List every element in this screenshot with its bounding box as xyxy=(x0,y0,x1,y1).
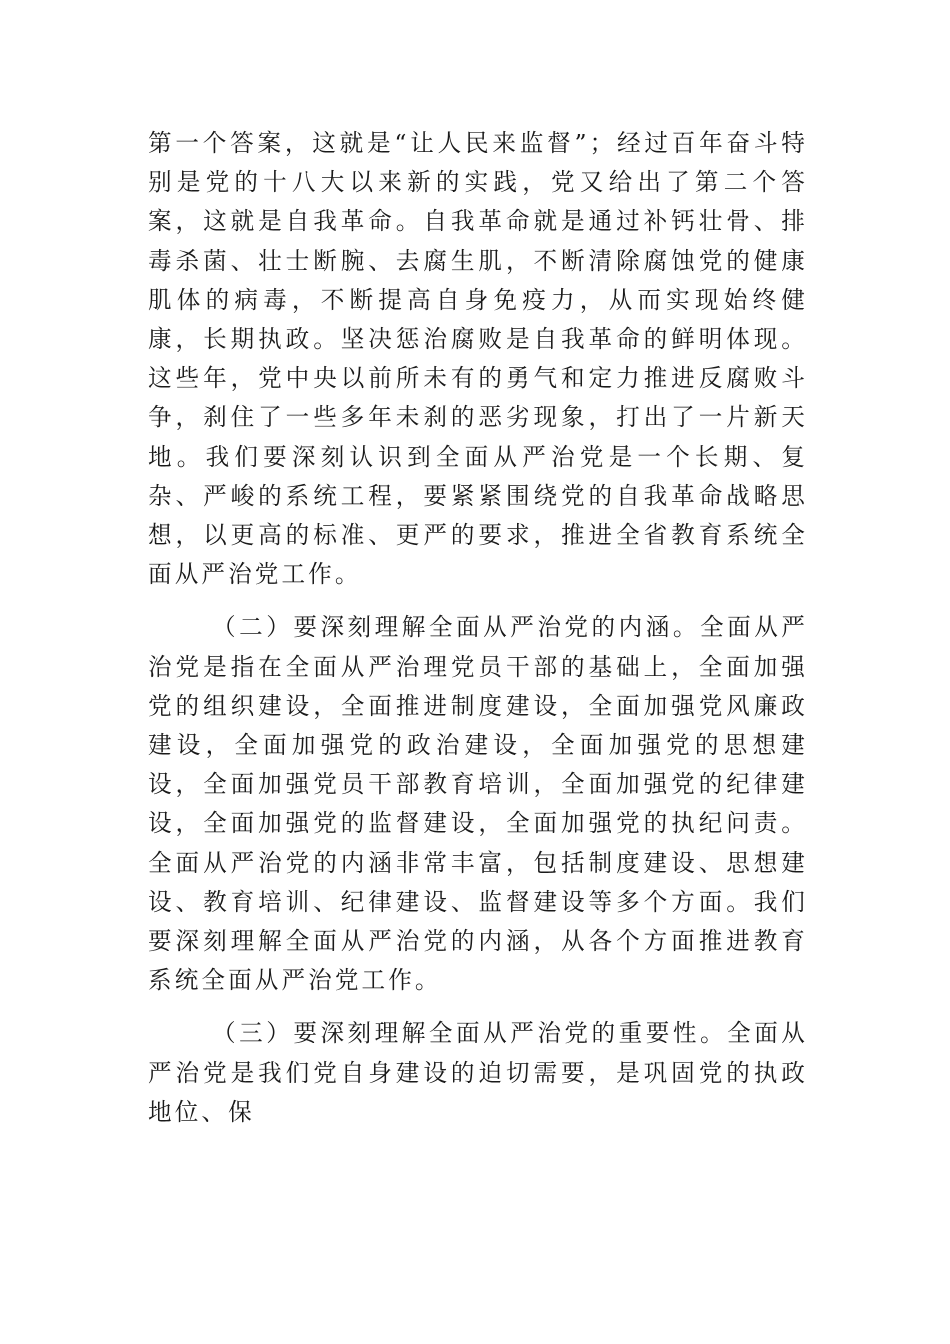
paragraph-continuation: 第一个答案，这就是“让人民来监督”；经过百年奋斗特别是党的十八大以来新的实践，党又给出了第二个答案，这就是自我革命。自我革命就是通过补钙壮骨、排毒杀菌、壮士断腕、去腐生肌，不断清除腐蚀党的健康肌体的病毒，不断提高自身免疫力，从而实现始终健康，长期执政。坚决惩治腐败是自我革命的鲜明体现。这些年，党中央以前所未有的勇气和定力推进反腐败斗争，刹住了一些多年未刹的恶劣现象，打出了一片新天地。我们要深刻认识到全面从严治党是一个长期、复杂、严峻的系统工程，要紧紧围绕党的自我革命战略思想，以更高的标准、更严的要求，推进全省教育系统全面从严治党工作。 xyxy=(148,129,808,589)
paragraph-section-three: （三）要深刻理解全面从严治党的重要性。全面从严治党是我们党自身建设的迫切需要，是巩固党的执政地位、保 xyxy=(148,1019,808,1126)
document-body xyxy=(148,124,808,1132)
paragraph-section-two: （二）要深刻理解全面从严治党的内涵。全面从严治党是指在全面从严治理党员干部的基础上，全面加强党的组织建设，全面推进制度建设，全面加强党风廉政建设，全面加强党的政治建设，全面加强党的思想建设，全面加强党员干部教育培训，全面加强党的纪律建设，全面加强党的监督建设，全面加强党的执纪问责。全面从严治党的内涵非常丰富，包括制度建设、思想建设、教育培训、纪律建设、监督建设等多个方面。我们要深刻理解全面从严治党的内涵，从各个方面推进教育系统全面从严治党工作。 xyxy=(148,613,808,995)
